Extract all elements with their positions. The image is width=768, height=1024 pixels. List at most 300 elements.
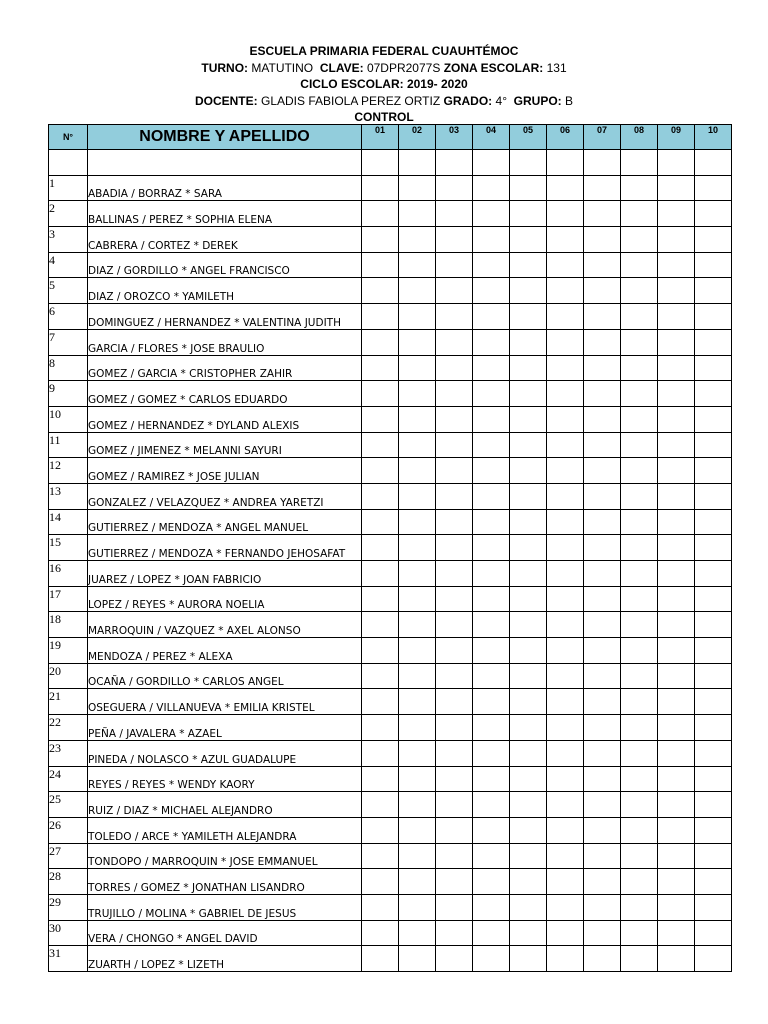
control-cell — [621, 638, 658, 664]
control-cell — [399, 612, 436, 638]
control-cell — [510, 252, 547, 278]
control-cell — [547, 304, 584, 330]
student-name: OSEGUERA / VILLANUEVA * EMILIA KRISTEL — [88, 689, 362, 715]
control-cell — [510, 561, 547, 587]
control-cell — [510, 406, 547, 432]
student-name: LOPEZ / REYES * AURORA NOELIA — [88, 586, 362, 612]
row-number: 27 — [49, 843, 88, 869]
control-cell — [621, 612, 658, 638]
control-cell — [658, 946, 695, 972]
control-cell — [658, 458, 695, 484]
control-cell — [547, 843, 584, 869]
table-row — [49, 766, 732, 792]
control-cell — [547, 792, 584, 818]
control-cell — [695, 252, 732, 278]
control-cell — [362, 920, 399, 946]
table-row — [49, 150, 732, 176]
control-cell — [695, 638, 732, 664]
turno-value: MATUTINO — [251, 60, 314, 75]
control-cell — [436, 201, 473, 227]
control-cell — [658, 483, 695, 509]
control-cell — [473, 381, 510, 407]
control-cell — [584, 381, 621, 407]
control-cell — [362, 150, 399, 176]
control-cell — [695, 792, 732, 818]
control-cell — [547, 638, 584, 664]
control-cell — [621, 483, 658, 509]
control-cell — [436, 689, 473, 715]
control-cell — [399, 894, 436, 920]
control-cell — [362, 535, 399, 561]
control-cell — [584, 766, 621, 792]
control-cell — [547, 946, 584, 972]
column-header-07: 07 — [584, 125, 621, 150]
control-cell — [584, 432, 621, 458]
control-cell — [473, 304, 510, 330]
table-row — [49, 278, 732, 304]
control-cell — [547, 920, 584, 946]
control-cell — [510, 638, 547, 664]
control-cell — [621, 561, 658, 587]
control-cell — [473, 740, 510, 766]
control-cell — [399, 663, 436, 689]
student-name: MARROQUIN / VAZQUEZ * AXEL ALONSO — [88, 612, 362, 638]
control-cell — [473, 894, 510, 920]
table-row — [49, 252, 732, 278]
control-cell — [695, 483, 732, 509]
control-cell — [473, 432, 510, 458]
control-cell — [658, 766, 695, 792]
student-name: GOMEZ / JIMENEZ * MELANNI SAYURI — [88, 432, 362, 458]
table-row — [49, 894, 732, 920]
control-cell — [473, 766, 510, 792]
control-cell — [399, 535, 436, 561]
clave-value: 07DPR2077S — [366, 60, 441, 75]
row-number: 23 — [49, 740, 88, 766]
table-row — [49, 201, 732, 227]
control-cell — [584, 894, 621, 920]
control-cell — [399, 792, 436, 818]
control-cell — [473, 638, 510, 664]
control-cell — [621, 381, 658, 407]
control-cell — [436, 766, 473, 792]
row-number: 12 — [49, 458, 88, 484]
control-cell — [362, 817, 399, 843]
control-cell — [362, 175, 399, 201]
control-cell — [473, 509, 510, 535]
name-column-header: NOMBRE Y APELLIDO — [88, 125, 362, 150]
control-cell — [510, 946, 547, 972]
control-cell — [621, 792, 658, 818]
row-number: 24 — [49, 766, 88, 792]
control-cell — [547, 381, 584, 407]
control-cell — [362, 663, 399, 689]
control-cell — [362, 329, 399, 355]
row-number: 22 — [49, 715, 88, 741]
docente-line — [0, 93, 768, 110]
table-row — [49, 638, 732, 664]
control-cell — [473, 561, 510, 587]
column-header-06: 06 — [547, 125, 584, 150]
student-name: RUIZ / DIAZ * MICHAEL ALEJANDRO — [88, 792, 362, 818]
control-cell — [584, 869, 621, 895]
control-cell — [399, 869, 436, 895]
control-cell — [399, 175, 436, 201]
control-cell — [547, 227, 584, 253]
student-name: GOMEZ / GARCIA * CRISTOPHER ZAHIR — [88, 355, 362, 381]
control-cell — [547, 715, 584, 741]
control-cell — [547, 175, 584, 201]
control-cell — [621, 329, 658, 355]
control-cell — [436, 150, 473, 176]
row-number: 31 — [49, 946, 88, 972]
control-cell — [695, 920, 732, 946]
control-cell — [658, 843, 695, 869]
row-number: 25 — [49, 792, 88, 818]
control-cell — [658, 740, 695, 766]
student-name: GARCIA / FLORES * JOSE BRAULIO — [88, 329, 362, 355]
control-cell — [473, 227, 510, 253]
control-cell — [399, 278, 436, 304]
control-cell — [436, 586, 473, 612]
row-number: 13 — [49, 483, 88, 509]
table-row — [49, 740, 732, 766]
control-cell — [658, 150, 695, 176]
control-cell — [584, 150, 621, 176]
control-cell — [510, 920, 547, 946]
control-cell — [473, 175, 510, 201]
control-cell — [547, 586, 584, 612]
table-row — [49, 689, 732, 715]
control-cell — [695, 150, 732, 176]
control-cell — [473, 483, 510, 509]
control-cell — [584, 175, 621, 201]
student-name: BALLINAS / PEREZ * SOPHIA ELENA — [88, 201, 362, 227]
control-cell — [695, 843, 732, 869]
control-cell — [621, 252, 658, 278]
control-cell — [399, 946, 436, 972]
control-cell — [695, 689, 732, 715]
control-cell — [473, 406, 510, 432]
control-cell — [510, 458, 547, 484]
control-cell — [399, 227, 436, 253]
control-cell — [362, 304, 399, 330]
control-cell — [695, 715, 732, 741]
table-row — [49, 920, 732, 946]
control-cell — [399, 638, 436, 664]
student-name: ABADIA / BORRAZ * SARA — [88, 175, 362, 201]
table-row — [49, 329, 732, 355]
student-name: REYES / REYES * WENDY KAORY — [88, 766, 362, 792]
control-cell — [695, 406, 732, 432]
control-cell — [621, 150, 658, 176]
table-row — [49, 509, 732, 535]
grupo-value: B — [565, 93, 574, 108]
turno-line — [0, 60, 768, 77]
zona-value: 131 — [546, 60, 567, 75]
student-name: GOMEZ / RAMIREZ * JOSE JULIAN — [88, 458, 362, 484]
control-cell — [658, 227, 695, 253]
table-row — [49, 817, 732, 843]
control-cell — [399, 561, 436, 587]
control-cell — [473, 535, 510, 561]
control-cell — [584, 561, 621, 587]
student-name: GUTIERREZ / MENDOZA * ANGEL MANUEL — [88, 509, 362, 535]
student-name: GOMEZ / HERNANDEZ * DYLAND ALEXIS — [88, 406, 362, 432]
control-cell — [584, 329, 621, 355]
column-header-10: 10 — [695, 125, 732, 150]
control-cell — [399, 817, 436, 843]
clave-label: CLAVE: — [319, 60, 364, 75]
row-number: 20 — [49, 663, 88, 689]
control-cell — [436, 483, 473, 509]
control-cell — [510, 766, 547, 792]
table-row — [49, 175, 732, 201]
control-cell — [621, 715, 658, 741]
control-cell — [658, 612, 695, 638]
control-cell — [547, 150, 584, 176]
control-cell — [547, 252, 584, 278]
control-cell — [621, 869, 658, 895]
control-cell — [584, 843, 621, 869]
control-cell — [658, 381, 695, 407]
row-number: 4 — [49, 252, 88, 278]
control-cell — [695, 381, 732, 407]
control-cell — [473, 329, 510, 355]
control-cell — [436, 252, 473, 278]
control-cell — [695, 586, 732, 612]
grupo-label: GRUPO: — [513, 93, 562, 108]
control-cell — [621, 689, 658, 715]
student-name: JUAREZ / LOPEZ * JOAN FABRICIO — [88, 561, 362, 587]
table-row — [49, 869, 732, 895]
row-number: 11 — [49, 432, 88, 458]
control-cell — [621, 509, 658, 535]
control-cell — [547, 894, 584, 920]
control-cell — [436, 740, 473, 766]
column-header-03: 03 — [436, 125, 473, 150]
control-cell — [510, 843, 547, 869]
row-number: 10 — [49, 406, 88, 432]
control-cell — [584, 946, 621, 972]
control-cell — [473, 612, 510, 638]
control-cell — [621, 817, 658, 843]
control-cell — [621, 458, 658, 484]
control-cell — [399, 458, 436, 484]
control-cell — [399, 586, 436, 612]
row-number: 1 — [49, 175, 88, 201]
control-cell — [547, 278, 584, 304]
control-cell — [621, 278, 658, 304]
control-cell — [510, 432, 547, 458]
table-row — [49, 227, 732, 253]
control-cell — [695, 612, 732, 638]
row-number: 15 — [49, 535, 88, 561]
school-name: ESCUELA PRIMARIA FEDERAL CUAUHTÉMOC — [249, 44, 519, 58]
control-cell — [473, 946, 510, 972]
control-cell — [362, 894, 399, 920]
control-cell — [399, 843, 436, 869]
control-cell — [584, 740, 621, 766]
control-cell — [510, 612, 547, 638]
control-cell — [658, 278, 695, 304]
control-cell — [695, 175, 732, 201]
control-cell — [621, 663, 658, 689]
table-row — [49, 304, 732, 330]
student-name — [88, 150, 362, 176]
row-number: 21 — [49, 689, 88, 715]
control-cell — [547, 663, 584, 689]
control-cell — [436, 663, 473, 689]
control-cell — [584, 715, 621, 741]
control-cell — [399, 766, 436, 792]
control-cell — [399, 432, 436, 458]
control-cell — [399, 381, 436, 407]
control-cell — [695, 227, 732, 253]
control-cell — [436, 715, 473, 741]
control-cell — [621, 201, 658, 227]
control-cell — [658, 894, 695, 920]
table-row — [49, 483, 732, 509]
control-cell — [362, 483, 399, 509]
control-cell — [621, 304, 658, 330]
control-cell — [362, 252, 399, 278]
control-cell — [621, 355, 658, 381]
control-cell — [695, 304, 732, 330]
control-cell — [658, 715, 695, 741]
control-cell — [584, 920, 621, 946]
control-cell — [658, 509, 695, 535]
control-cell — [510, 381, 547, 407]
control-cell — [584, 201, 621, 227]
control-cell — [510, 792, 547, 818]
table-row — [49, 946, 732, 972]
control-cell — [547, 458, 584, 484]
table-row — [49, 843, 732, 869]
control-cell — [473, 843, 510, 869]
control-cell — [510, 715, 547, 741]
control-cell — [362, 869, 399, 895]
control-cell — [510, 201, 547, 227]
control-cell — [510, 329, 547, 355]
control-cell — [658, 535, 695, 561]
control-cell — [362, 278, 399, 304]
control-cell — [695, 278, 732, 304]
row-number: 28 — [49, 869, 88, 895]
number-column-header: N° — [49, 125, 88, 150]
control-cell — [399, 252, 436, 278]
control-cell — [436, 432, 473, 458]
control-cell — [362, 381, 399, 407]
control-cell — [547, 483, 584, 509]
control-cell — [658, 689, 695, 715]
grado-value: 4° — [495, 93, 507, 108]
row-number: 2 — [49, 201, 88, 227]
table-row — [49, 406, 732, 432]
control-cell — [473, 869, 510, 895]
control-cell — [436, 381, 473, 407]
student-name: DIAZ / GORDILLO * ANGEL FRANCISCO — [88, 252, 362, 278]
control-cell — [547, 817, 584, 843]
control-cell — [584, 689, 621, 715]
control-cell — [510, 227, 547, 253]
row-number: 8 — [49, 355, 88, 381]
control-cell — [584, 304, 621, 330]
student-name: GOMEZ / GOMEZ * CARLOS EDUARDO — [88, 381, 362, 407]
row-number: 6 — [49, 304, 88, 330]
control-cell — [584, 792, 621, 818]
control-cell — [473, 792, 510, 818]
control-cell — [658, 586, 695, 612]
control-cell — [510, 586, 547, 612]
control-cell — [658, 792, 695, 818]
row-number: 9 — [49, 381, 88, 407]
control-cell — [362, 740, 399, 766]
table-body — [49, 150, 732, 972]
control-cell — [547, 612, 584, 638]
control-cell — [362, 406, 399, 432]
ciclo-line — [0, 76, 768, 93]
control-cell — [473, 689, 510, 715]
control-cell — [362, 843, 399, 869]
row-number: 14 — [49, 509, 88, 535]
control-cell — [547, 406, 584, 432]
control-cell — [436, 329, 473, 355]
control-cell — [584, 663, 621, 689]
control-cell — [621, 843, 658, 869]
control-cell — [658, 817, 695, 843]
table-row — [49, 715, 732, 741]
column-header-02: 02 — [399, 125, 436, 150]
control-cell — [621, 406, 658, 432]
control-cell — [399, 150, 436, 176]
row-number: 18 — [49, 612, 88, 638]
control-cell — [584, 638, 621, 664]
table-row — [49, 458, 732, 484]
student-name: ZUARTH / LOPEZ * LIZETH — [88, 946, 362, 972]
control-cell — [399, 355, 436, 381]
control-cell — [473, 201, 510, 227]
control-cell — [547, 329, 584, 355]
control-cell — [436, 946, 473, 972]
control-cell — [621, 175, 658, 201]
control-cell — [436, 278, 473, 304]
control-cell — [362, 458, 399, 484]
control-cell — [584, 483, 621, 509]
table-row — [49, 381, 732, 407]
control-cell — [621, 535, 658, 561]
control-cell — [695, 663, 732, 689]
control-cell — [547, 432, 584, 458]
control-cell — [658, 432, 695, 458]
control-cell — [436, 355, 473, 381]
row-number: 16 — [49, 561, 88, 587]
student-name: PINEDA / NOLASCO * AZUL GUADALUPE — [88, 740, 362, 766]
column-header-08: 08 — [621, 125, 658, 150]
table-header-row — [49, 125, 732, 150]
control-cell — [510, 535, 547, 561]
control-cell — [695, 355, 732, 381]
control-cell — [436, 817, 473, 843]
column-header-04: 04 — [473, 125, 510, 150]
control-cell — [362, 638, 399, 664]
control-cell — [362, 586, 399, 612]
school-name-line — [0, 43, 768, 60]
student-name: MENDOZA / PEREZ * ALEXA — [88, 638, 362, 664]
control-cell — [362, 689, 399, 715]
row-number — [49, 150, 88, 176]
control-cell — [362, 792, 399, 818]
